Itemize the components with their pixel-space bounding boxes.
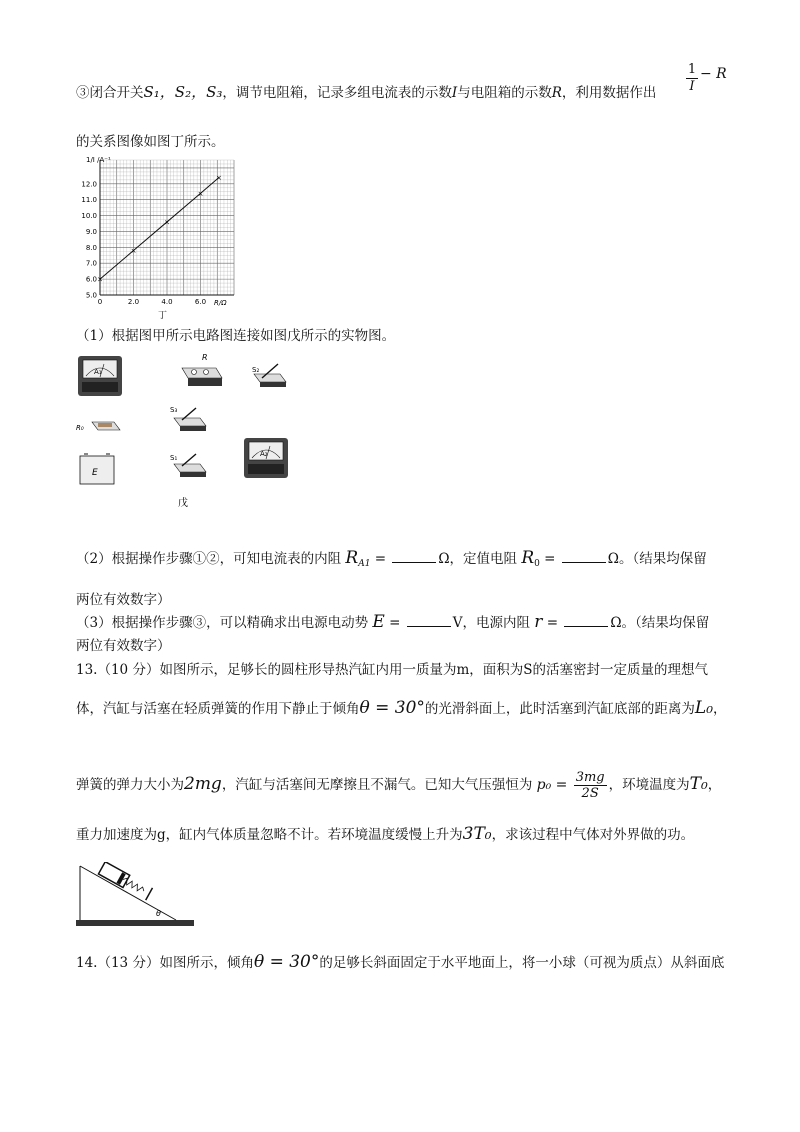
frac-num: 1 [687, 62, 697, 77]
var-I: I [451, 85, 458, 101]
svg-text:A₂: A₂ [260, 450, 268, 458]
var-2mg: 2mg [184, 774, 222, 794]
data-point: × [130, 247, 137, 256]
step3-suffix: ，利用数据作出 [561, 85, 657, 101]
q3-text: （3）根据操作步骤③，可以精确求出电源电动势 [76, 615, 369, 631]
p13-l4a: 重力加速度为g，缸内气体质量忽略不计。若环境温度缓慢上升为 [76, 827, 463, 843]
ammeter-a1-icon [78, 356, 122, 396]
var-RA1: R [345, 548, 359, 568]
svg-text:S₁: S₁ [170, 454, 178, 462]
p13-line4 [76, 824, 694, 845]
data-point: × [215, 173, 222, 182]
figure-wu-caption: 戊 [178, 498, 188, 509]
y-tick-label: 10.0 [81, 212, 97, 221]
var-R0: R [521, 548, 535, 568]
svg-text:S₃: S₃ [170, 406, 178, 414]
answer-blank-r[interactable] [564, 612, 608, 627]
figure-wu-devices [74, 350, 314, 510]
y-tick-label: 8.0 [85, 243, 97, 252]
ammeter-a2-icon [244, 438, 288, 478]
theta-30: θ = 30° [359, 698, 425, 718]
q2-line [76, 548, 707, 574]
p13-line2 [76, 698, 727, 719]
frac-den: I [689, 79, 695, 94]
answer-blank-ra1[interactable] [392, 548, 436, 563]
p13-l3a: 弹簧的弹力大小为 [76, 777, 184, 793]
q3-unit1: V，电源内阻 [452, 615, 530, 631]
q3-line2: 两位有效数字） [76, 638, 171, 654]
step3-mid: ，调节电阻箱，记录多组电流表的示数 [222, 85, 452, 101]
switches-label: S₁，S₂，S₃ [143, 83, 223, 101]
var-R: R [551, 85, 562, 101]
stop-block [146, 888, 153, 900]
step3-line2: 的关系图像如图丁所示。 [76, 134, 225, 150]
graph-grid [100, 160, 234, 295]
x-tick-labels [98, 298, 206, 306]
var-3T0: 3T₀ [462, 824, 492, 844]
q2-line2: 两位有效数字） [76, 592, 171, 608]
resistance-box-icon [182, 353, 222, 386]
svg-text:R: R [202, 353, 208, 362]
x-tick-label: 6.0 [194, 298, 207, 306]
q2-text: （2）根据操作步骤①②，可知电流表的内阻 [76, 551, 342, 567]
figure-ding-graph [74, 152, 274, 322]
p13-l3d: ， [707, 777, 722, 793]
y-tick-label: 12.0 [81, 180, 97, 189]
answer-blank-e[interactable] [407, 612, 451, 627]
piston [116, 872, 125, 884]
svg-text:R₀: R₀ [76, 424, 84, 432]
p13-l2b: 的光滑斜面上，此时活塞到汽缸底部的距离为 [424, 701, 695, 717]
minus-R: − R [700, 66, 727, 82]
var-R0-sub: 0 [534, 559, 540, 569]
svg-text:S₂: S₂ [252, 366, 260, 374]
p14-b: 的足够长斜面固定于水平地面上，将一小球（可视为质点）从斜面底 [319, 955, 725, 971]
q1-text: （1）根据图甲所示电路图连接如图戊所示的实物图。 [76, 328, 396, 344]
p13-l2a: 体，汽缸与活塞在轻质弹簧的作用下静止于倾角 [76, 701, 360, 717]
x-tick-label: 4.0 [161, 298, 173, 306]
p14-line [76, 952, 724, 973]
incline-cylinder-figure [76, 862, 206, 932]
fixed-resistor-r0-icon [76, 422, 120, 432]
q2-unit1: Ω，定值电阻 [438, 551, 518, 567]
p13-line1: 13.（10 分）如图所示，足够长的圆柱形导热汽缸内用一质量为m，面积为S的活塞密封一定质量的理想气 [76, 662, 708, 678]
step3-prefix: ③闭合开关 [76, 85, 144, 101]
q3-unit2: Ω。（结果均保留 [610, 615, 710, 631]
svg-text:E: E [92, 468, 98, 478]
data-point: × [97, 275, 103, 284]
p13-l3c: ，环境温度为 [608, 777, 690, 793]
var-r: r [534, 612, 543, 632]
p0-num: 3mg [575, 770, 605, 785]
q3-line [76, 612, 709, 633]
angle-theta-label: θ [156, 909, 161, 918]
switch-s2-icon [252, 364, 286, 387]
var-E: E [372, 612, 385, 632]
y-tick-label: 9.0 [85, 227, 97, 236]
p14-a: 14.（13 分）如图所示，倾角 [76, 955, 254, 971]
p13-l2c: ， [713, 701, 727, 717]
p13-l3b: ，汽缸与活塞间无摩擦且不漏气。已知大气压强恒为 [221, 777, 533, 793]
var-p0: p₀ = [536, 777, 568, 793]
svg-text:A₁: A₁ [94, 368, 102, 376]
eq-sign-2: = [539, 551, 556, 567]
data-point: × [164, 218, 170, 227]
p0-fraction [574, 770, 607, 801]
y-tick-labels [81, 180, 97, 299]
p13-l4b: ，求该过程中气体对外界做的功。 [491, 827, 695, 843]
step3-mid2: 与电阻箱的示数 [457, 85, 552, 101]
y-tick-label: 5.0 [85, 291, 97, 300]
y-axis-label: 1/I /A⁻¹ [86, 156, 111, 164]
graph-caption: 丁 [158, 311, 168, 321]
eq-sign-e: = [384, 615, 401, 631]
y-tick-label: 11.0 [81, 196, 97, 205]
x-tick-label: 2.0 [127, 298, 140, 306]
eq-sign-r: = [542, 615, 559, 631]
eq-sign: = [370, 551, 387, 567]
step3-line [76, 82, 656, 103]
ground [76, 920, 194, 926]
p14-theta: θ = 30° [253, 952, 320, 972]
p13-line3 [76, 770, 721, 801]
switch-s1-icon [170, 454, 206, 477]
answer-blank-r0[interactable] [562, 548, 606, 563]
y-tick-label: 7.0 [85, 259, 97, 268]
battery-e-icon [80, 454, 114, 484]
var-L0: L₀ [694, 698, 714, 718]
var-T0: T₀ [689, 774, 708, 794]
q2-unit2: Ω。（结果均保留 [607, 551, 707, 567]
p0-den: 2S [581, 786, 599, 801]
one-over-I-fraction [686, 62, 698, 95]
data-point: × [197, 189, 204, 198]
x-tick-label: 0 [97, 298, 103, 306]
x-axis-label: R/Ω [214, 299, 227, 307]
switch-s3-icon [170, 406, 206, 431]
var-RA1-sub: A1 [358, 559, 371, 569]
y-tick-label: 6.0 [85, 275, 97, 284]
